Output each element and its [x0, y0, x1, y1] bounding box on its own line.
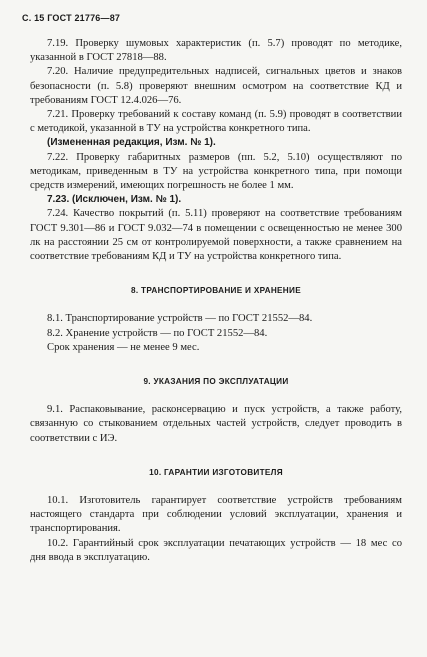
- paragraph-7-21: 7.21. Проверку требований к составу команд (п. 5.9) проводят в соответствии с методикой, указанной в ТУ на устройства конкретного типа.: [30, 109, 402, 135]
- section-8-title: 8. ТРАНСПОРТИРОВАНИЕ И ХРАНЕНИЕ: [131, 286, 301, 296]
- section-9-title: 9. УКАЗАНИЯ ПО ЭКСПЛУАТАЦИИ: [143, 377, 289, 387]
- paragraph-7-19: 7.19. Проверку шумовых характеристик (п. 5.7) проводят по методике, указанной в ГОСТ 27818—88.: [30, 38, 402, 64]
- paragraph-10-2: 10.2. Гарантийный срок эксплуатации печатающих устройств — 18 мес со дня ввода в эксплуатацию.: [30, 537, 402, 563]
- storage-term: Срок хранения — не менее 9 мес.: [47, 341, 200, 353]
- paragraph-8-2: 8.2. Хранение устройств — по ГОСТ 21552—84.: [47, 327, 268, 339]
- paragraph-7-24: 7.24. Качество покрытий (п. 5.11) проверяют на соответствие требованиям ГОСТ 9.301—86 и ГОСТ 9.032—74 в помещении с освещенностью не менее 300 лк на расстоянии 25 см от контролируемой поверхности, а также сравнением на соответствие требованиям КД и ТУ на устройства конкретного типа.: [30, 208, 402, 263]
- edition-note: (Измененная редакция, Изм. № 1).: [47, 137, 216, 149]
- paragraph-7-22: 7.22. Проверку габаритных размеров (пп. 5.2, 5.10) осуществляют по методикам, приведенным в ТУ на устройства конкретного типа, при помощи средств измерений, имеющих погрешность не более 1 мм.: [30, 151, 402, 192]
- section-10-title: 10. ГАРАНТИИ ИЗГОТОВИТЕЛЯ: [149, 467, 283, 477]
- page-header: С. 15 ГОСТ 21776—87: [22, 13, 121, 23]
- paragraph-7-23: 7.23. (Исключен, Изм. № 1).: [47, 194, 182, 206]
- paragraph-10-1: 10.1. Изготовитель гарантирует соответствие устройств требованиям настоящего стандарта при соблюдении условий эксплуатации, хранения и транспортирования.: [30, 495, 402, 535]
- paragraph-7-20: 7.20. Наличие предупредительных надписей, сигнальных цветов и знаков безопасности (п. 5.8) проверяют внешним осмотром на соответствие КД и требованиям ГОСТ 12.4.026—76.: [30, 66, 402, 106]
- paragraph-9-1: 9.1. Распаковывание, расконсервацию и пуск устройств, а также работу, связанную со стыкованием отдельных частей устройств, следует проводить в соответствии с ИЭ.: [30, 404, 402, 444]
- document-body: [30, 37, 402, 565]
- paragraph-8-1: 8.1. Транспортирование устройств — по ГОСТ 21552—84.: [47, 313, 313, 325]
